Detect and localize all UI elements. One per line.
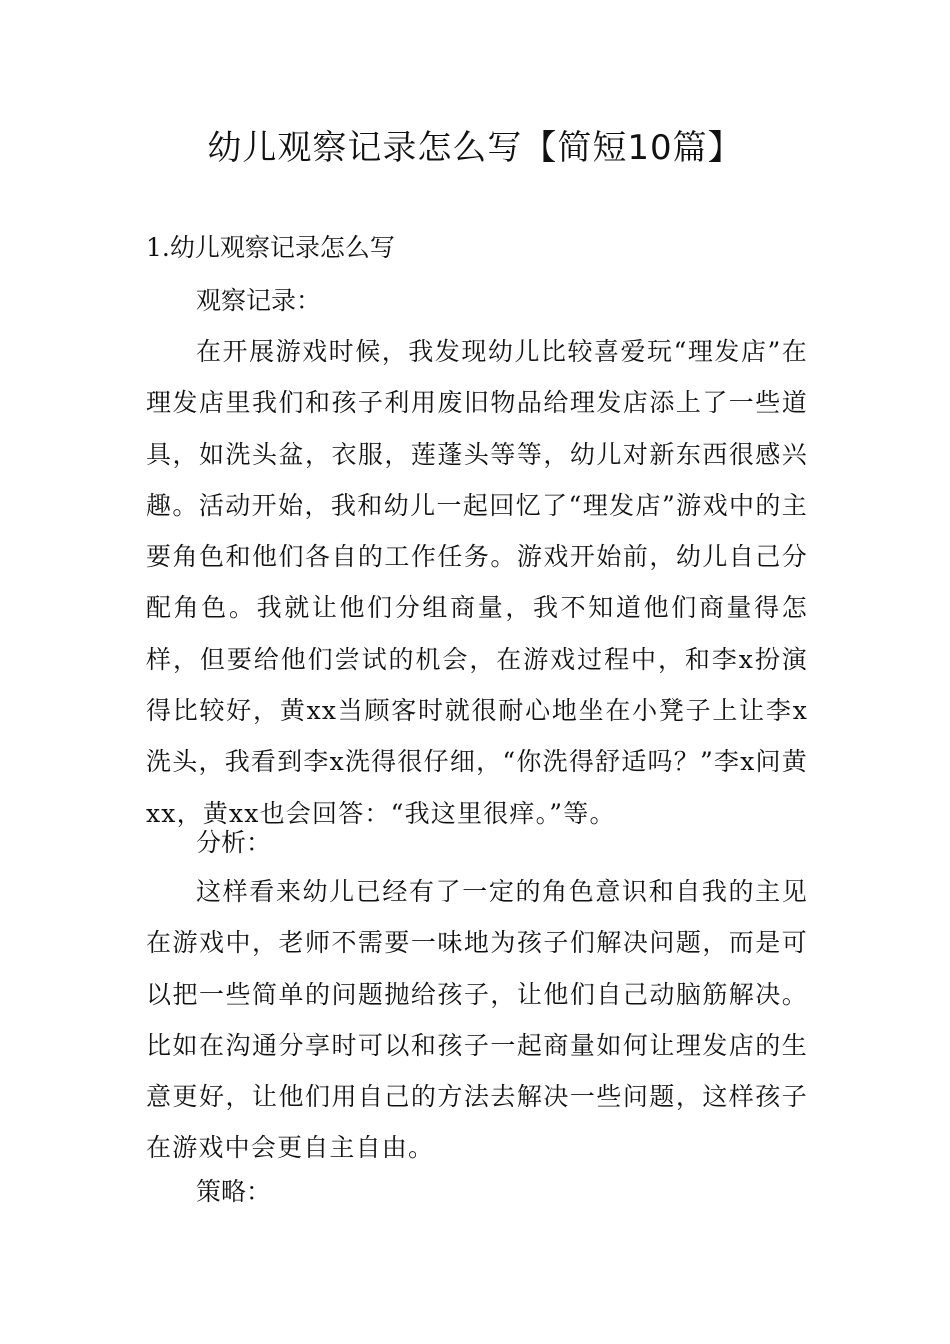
- observation-label: 观察记录：: [196, 286, 322, 315]
- analysis-label: 分析：: [196, 828, 272, 857]
- document-title: 幼儿观察记录怎么写【简短10篇】: [207, 128, 743, 168]
- observation-paragraph: 在开展游戏时候，我发现幼儿比较喜爱玩“理发店”在理发店里我们和孩子利用废旧物品给理发店添上了一些道具，如洗头盆，衣服，莲蓬头等等，幼儿对新东西很感兴趣。活动开始，我和幼儿一起回忆了“理发店”游戏中的主要角色和他们各自的工作任务。游戏开始前，幼儿自己分配角色。我就让他们分组商量，我不知道他们商量得怎样，但要给他们尝试的机会，在游戏过程中，和李x扮演得比较好，黄xx当顾客时就很耐心地坐在小凳子上让李x洗头，我看到李x洗得很仔细，“你洗得舒适吗？”李x问黄xx，黄xx也会回答：“我这里很痒。”等。: [146, 337, 808, 828]
- analysis-paragraph: 这样看来幼儿已经有了一定的角色意识和自我的主见在游戏中，老师不需要一味地为孩子们解决问题，而是可以把一些简单的问题抛给孩子，让他们自己动脑筋解决。比如在沟通分享时可以和孩子一起商量如何让理发店的生意更好，让他们用自己的方法去解决一些问题，这样孩子在游戏中会更自主自由。: [146, 877, 808, 1163]
- strategy-label: 策略：: [196, 1177, 272, 1206]
- section-heading: 1.幼儿观察记录怎么写: [146, 233, 395, 262]
